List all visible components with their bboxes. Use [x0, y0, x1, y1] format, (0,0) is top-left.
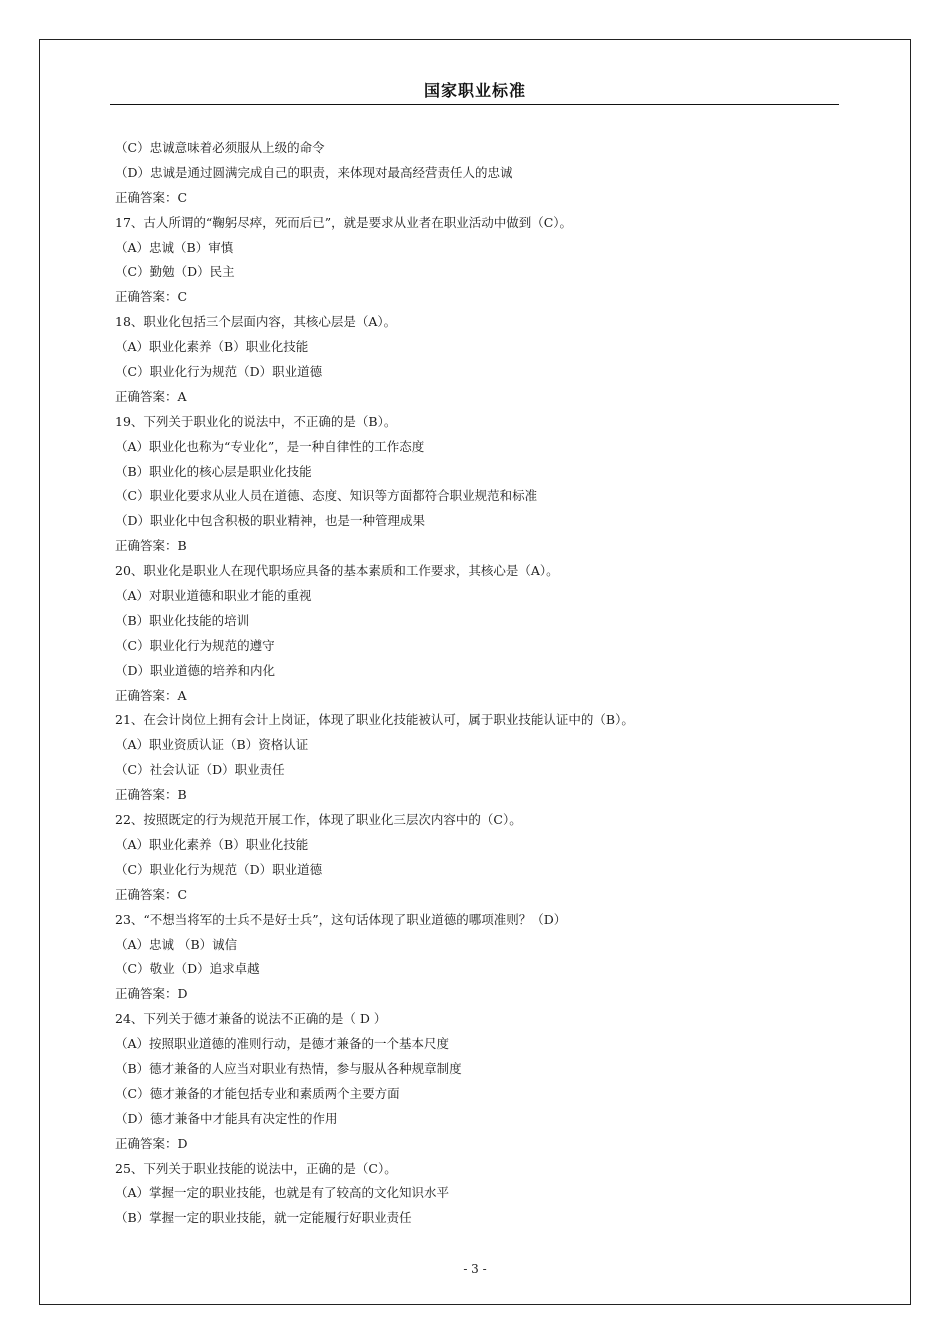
text-line: （A）职业化也称为“专业化”，是一种自律性的工作态度: [115, 438, 425, 454]
text-line: （D）德才兼备中才能具有决定性的作用: [115, 1110, 338, 1126]
document-body: [115, 136, 835, 1231]
text-line: （A）对职业道德和职业才能的重视: [115, 588, 312, 604]
text-line: （B）职业化的核心层是职业化技能: [115, 463, 312, 479]
text-line: （A）职业化素养（B）职业化技能: [115, 836, 309, 852]
header-divider: [110, 104, 839, 105]
text-line: （B）掌握一定的职业技能，就一定能履行好职业责任: [115, 1210, 412, 1226]
text-line: 19、下列关于职业化的说法中，不正确的是（B）。: [115, 413, 397, 429]
text-line: （B）德才兼备的人应当对职业有热情，参与服从各种规章制度: [115, 1060, 462, 1076]
text-line: （C）忠诚意味着必须服从上级的命令: [115, 140, 325, 155]
text-line: 22、按照既定的行为规范开展工作，体现了职业化三层次内容中的（C）。: [115, 812, 522, 828]
text-line: （C）职业化行为规范（D）职业道德: [115, 861, 323, 877]
text-line: 正确答案：D: [115, 986, 188, 1002]
page-header-title: 国家职业标准: [423, 81, 526, 100]
text-line: 20、职业化是职业人在现代职场应具备的基本素质和工作要求，其核心是（A）。: [115, 563, 559, 579]
text-line: 正确答案：B: [115, 538, 187, 554]
text-line: （C）德才兼备的才能包括专业和素质两个主要方面: [115, 1085, 400, 1101]
text-line: 17、古人所谓的“鞠躬尽瘁，死而后已”，就是要求从业者在职业活动中做到（C）。: [115, 214, 573, 230]
text-line: （B）职业化技能的培训: [115, 612, 250, 628]
text-line: 25、下列关于职业技能的说法中，正确的是（C）。: [115, 1160, 397, 1176]
text-line: 正确答案：A: [115, 388, 187, 404]
text-line: 正确答案：C: [115, 886, 188, 902]
text-line: （C）勤勉（D）民主: [115, 264, 235, 280]
text-line: 18、职业化包括三个层面内容，其核心层是（A）。: [115, 314, 397, 330]
text-line: 24、下列关于德才兼备的说法不正确的是（ D ）: [115, 1011, 387, 1027]
text-line: 21、在会计岗位上拥有会计上岗证，体现了职业化技能被认可，属于职业技能认证中的（B）。: [115, 712, 634, 728]
text-line: 正确答案：B: [115, 787, 187, 803]
text-line: 正确答案：D: [115, 1135, 188, 1151]
page-number: - 3 -: [463, 1262, 487, 1276]
text-line: （C）职业化行为规范的遵守: [115, 637, 275, 653]
text-line: （A）掌握一定的职业技能，也就是有了较高的文化知识水平: [115, 1185, 450, 1201]
text-line: （C）职业化行为规范（D）职业道德: [115, 364, 323, 380]
text-line: （D）忠诚是通过圆满完成自己的职责，来体现对最高经营责任人的忠诚: [115, 164, 513, 180]
text-line: （C）职业化要求从业人员在道德、态度、知识等方面都符合职业规范和标准: [115, 488, 538, 504]
text-line: 23、“不想当将军的士兵不是好士兵”，这句话体现了职业道德的哪项准则？（D）: [115, 911, 567, 927]
text-line: （D）职业道德的培养和内化: [115, 662, 276, 678]
text-line: （D）职业化中包含积极的职业精神，也是一种管理成果: [115, 513, 426, 529]
text-line: 正确答案：A: [115, 687, 187, 703]
text-line: 正确答案：C: [115, 289, 188, 305]
text-line: （A）忠诚（B）审慎: [115, 239, 234, 255]
text-line: 正确答案：C: [115, 189, 188, 205]
text-line: （A）按照职业道德的准则行动，是德才兼备的一个基本尺度: [115, 1036, 450, 1052]
text-line: （A）忠诚 （B）诚信: [115, 936, 238, 952]
text-line: （A）职业资质认证（B）资格认证: [115, 737, 309, 753]
text-line: （C）敬业（D）追求卓越: [115, 961, 260, 977]
text-line: （A）职业化素养（B）职业化技能: [115, 339, 309, 355]
text-line: （C）社会认证（D）职业责任: [115, 762, 285, 778]
